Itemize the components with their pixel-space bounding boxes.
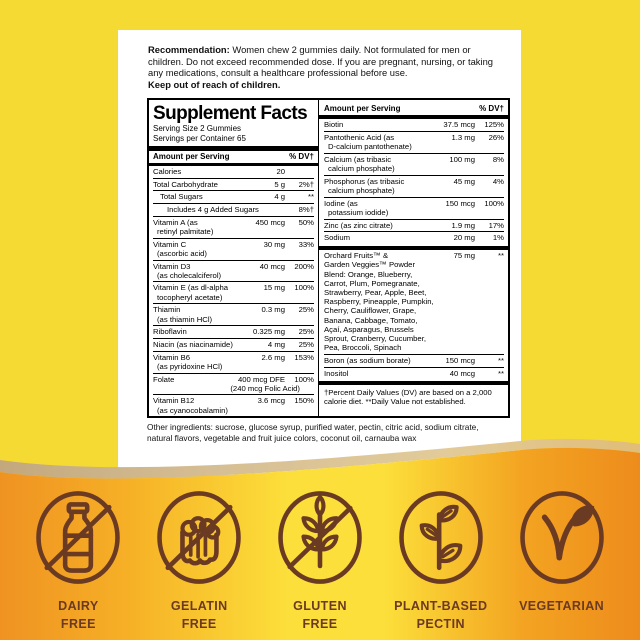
nutrient-row xyxy=(324,153,504,175)
nutrient-row xyxy=(153,178,314,191)
nutrient-name: Includes 4 g Added Sugars xyxy=(167,204,259,214)
nutrient-row xyxy=(324,197,504,219)
nutrient-name-continued: Açaí, Asparagus, Brussels xyxy=(324,324,414,334)
nutrient-name-continued: calcium phosphate) xyxy=(328,186,395,196)
nutrient-name: Inositol xyxy=(324,368,349,378)
nutrient-name: Folate xyxy=(153,374,175,384)
nutrient-name-continued: Garden Veggies™ Powder xyxy=(324,260,416,270)
nutrient-dv: 153% xyxy=(294,352,314,362)
nutrient-name-continued: Carrot, Plum, Pomegranate, xyxy=(324,278,420,288)
nutrient-dv: ** xyxy=(498,368,504,378)
nutrient-rows-left xyxy=(153,166,314,416)
percent-dv-header: % DV† xyxy=(479,103,504,113)
nutrient-row xyxy=(153,325,314,338)
nutrient-amount: 100 mg xyxy=(449,154,475,164)
nutrient-name: Niacin (as niacinamide) xyxy=(153,339,233,349)
nutrient-amount: 5 g xyxy=(274,179,285,189)
nutrient-row xyxy=(324,219,504,232)
nutrient-dv: ** xyxy=(498,355,504,365)
badge-label: PLANT-BASED PECTIN xyxy=(394,599,488,631)
nutrient-name-continued: Blend: Orange, Blueberry, xyxy=(324,269,413,279)
amount-per-serving-header: Amount per Serving xyxy=(153,152,230,162)
nutrient-name: Boron (as sodium borate) xyxy=(324,355,411,365)
nutrient-name: Vitamin A (as xyxy=(153,217,198,227)
nutrient-name-continued: Cherry, Cauliflower, Grape, xyxy=(324,306,417,316)
badge-label: DAIRY FREE xyxy=(58,599,99,631)
nutrient-amount: 4 mg xyxy=(267,339,285,349)
nutrient-amount: 4 g xyxy=(274,192,285,202)
nutrient-name: Total Carbohydrate xyxy=(153,179,218,189)
nutrient-row xyxy=(153,373,314,395)
nutrient-dv: 8% xyxy=(492,154,504,164)
badge-dairy-free xyxy=(18,487,139,633)
nutrient-amount: 150 mcg xyxy=(445,355,475,365)
nutrient-row xyxy=(324,131,504,153)
no-dairy-milk-bottle-icon xyxy=(32,487,124,588)
column-header xyxy=(324,102,504,115)
daily-value-footnote: †Percent Daily Values (DV) are based on a 2,000 calorie diet. **Daily Value not established. xyxy=(324,387,492,407)
badge-label: VEGETARIAN xyxy=(519,599,605,613)
nutrient-amount: 45 mg xyxy=(453,176,475,186)
nutrient-dv: ** xyxy=(308,192,314,202)
badge-gluten-free xyxy=(260,487,381,633)
nutrient-dv: 25% xyxy=(298,327,314,337)
no-gelatin-mold-icon xyxy=(153,487,245,588)
nutrient-row xyxy=(153,166,314,178)
other-ingredients-text: Other ingredients: sucrose, glucose syrup, purified water, pectin, citric acid, sodium citrate, natural flavors, vegetable and fruit juice colors, coconut oil, carnauba wax xyxy=(147,422,479,443)
nutrient-amount: 40 mcg xyxy=(259,261,285,271)
supplement-facts-right-column xyxy=(319,100,508,416)
nutrient-name: Vitamin E (as dl-alpha xyxy=(153,283,229,293)
badge-label: GLUTEN FREE xyxy=(293,599,347,631)
nutrient-amount: 37.5 mcg xyxy=(443,120,475,130)
nutrient-amount: 0.325 mg xyxy=(252,327,285,337)
nutrient-name-continued: calcium phosphate) xyxy=(328,164,395,174)
nutrient-name-continued: Raspberry, Pineapple, Pumpkin, xyxy=(324,297,434,307)
supplement-facts-left-column xyxy=(149,100,319,416)
nutrient-dv: 1% xyxy=(492,233,504,243)
nutrient-name: Total Sugars xyxy=(160,192,203,202)
nutrient-amount: 40 mcg xyxy=(449,368,475,378)
nutrient-dv: 2%† xyxy=(298,179,314,189)
supplement-facts-title: Supplement Facts xyxy=(153,103,308,125)
supplement-facts-table xyxy=(147,98,510,418)
nutrient-amount: 150 mcg xyxy=(445,198,475,208)
badge-vegetarian xyxy=(501,487,622,633)
nutrient-amount: 15 mg xyxy=(263,283,285,293)
nutrient-amount: 0.3 mg xyxy=(261,305,285,315)
nutrient-amount: 400 mcg DFE xyxy=(238,374,285,384)
badge-label: GELATIN FREE xyxy=(170,599,228,631)
nutrient-name: Thiamin xyxy=(153,305,181,315)
nutrient-name-continued: retinyl palmitate) xyxy=(157,226,214,236)
nutrient-name: Calcium (as tribasic xyxy=(324,154,392,164)
nutrient-name-continued: potassium iodide) xyxy=(328,208,389,217)
nutrient-row xyxy=(153,394,314,416)
nutrient-name-continued: D-calcium pantothenate) xyxy=(328,142,412,152)
nutrient-amount: 30 mg xyxy=(263,239,285,249)
nutrient-dv: 125% xyxy=(484,120,504,130)
no-wheat-icon xyxy=(274,487,366,588)
recommendation-lead: Recommendation: xyxy=(148,44,230,55)
nutrient-name-continued: (as cyanocobalamin) xyxy=(157,405,228,415)
column-header xyxy=(153,151,314,164)
nutrient-amount: 20 mg xyxy=(453,233,475,243)
nutrient-name: Vitamin B12 xyxy=(153,396,195,406)
nutrient-dv: 200% xyxy=(294,261,314,271)
nutrient-amount: 75 mg xyxy=(453,251,475,261)
badge-gelatin-free xyxy=(139,487,260,633)
nutrient-name: Iodine (as xyxy=(324,198,358,208)
nutrient-row xyxy=(324,367,504,380)
servings-per-container: Servings per Container 65 xyxy=(153,134,246,144)
nutrient-name-continued: (as thiamin HCl) xyxy=(157,314,213,324)
nutrient-row xyxy=(153,203,314,216)
nutrient-row xyxy=(324,175,504,197)
nutrient-dv: 25% xyxy=(298,339,314,349)
nutrient-name: Vitamin D3 xyxy=(153,261,191,271)
nutrient-name: Sodium xyxy=(324,233,351,243)
nutrient-name-continued: (ascorbic acid) xyxy=(157,248,207,258)
product-label-panel xyxy=(118,30,521,475)
nutrient-dv: 33% xyxy=(298,239,314,249)
nutrient-name-continued: tocopheryl acetate) xyxy=(157,292,223,302)
nutrient-name: Pantothenic Acid (as xyxy=(324,133,395,143)
free-from-badges-row xyxy=(0,487,640,633)
nutrient-name-continued: Banana, Cabbage, Tomato, xyxy=(324,315,418,325)
nutrient-amount: 1.9 mg xyxy=(451,220,475,230)
nutrient-row xyxy=(324,231,504,244)
nutrient-name: Biotin xyxy=(324,120,344,130)
nutrient-row xyxy=(153,216,314,238)
nutrient-row xyxy=(153,351,314,373)
nutrient-name-continued: Strawberry, Pear, Apple, Beet, xyxy=(324,287,427,297)
serving-size: Serving Size 2 Gummies xyxy=(153,124,242,134)
nutrient-name: Vitamin C xyxy=(153,239,187,249)
nutrient-dv: 100% xyxy=(484,198,504,208)
nutrient-name: Calories xyxy=(153,166,182,176)
amount-per-serving-header: Amount per Serving xyxy=(324,103,401,113)
recommendation-body: Women chew 2 gummies daily. Not formulated for men or children. Do not exceed recommended dose. If you are pregnant, nursing, or taking any medications, consult a healthcare professional before use. xyxy=(148,44,493,79)
nutrient-name: Vitamin B6 xyxy=(153,352,191,362)
nutrient-dv: 150% xyxy=(294,396,314,406)
nutrient-row xyxy=(153,338,314,351)
nutrient-name-continued: (as pyridoxine HCl) xyxy=(157,361,223,371)
keep-out-of-reach-warning: Keep out of reach of children. xyxy=(148,78,281,90)
nutrient-amount: 1.3 mg xyxy=(451,133,475,143)
vegetarian-v-leaf-icon xyxy=(516,487,608,588)
badge-plant-based-pectin xyxy=(380,487,501,633)
nutrient-name: Zinc (as zinc citrate) xyxy=(324,220,393,230)
nutrient-name-continued: Sprout, Cranberry, Cucumber, xyxy=(324,333,426,343)
nutrient-name: Riboflavin xyxy=(153,327,187,337)
nutrient-name: Phosphorus (as tribasic xyxy=(324,176,405,186)
nutrient-row xyxy=(153,281,314,303)
nutrient-amount: 450 mcg xyxy=(255,217,285,227)
nutrient-amount: 2.6 mg xyxy=(261,352,285,362)
nutrient-name-continued: Pea, Broccoli, Spinach xyxy=(324,343,402,353)
nutrient-amount: 3.6 mcg xyxy=(257,396,285,406)
nutrient-amount-sub: (240 mcg Folic Acid) xyxy=(230,383,300,393)
nutrient-dv: 4% xyxy=(492,176,504,186)
nutrient-dv: 50% xyxy=(298,217,314,227)
nutrient-name-continued: (as cholecalciferol) xyxy=(157,270,222,280)
nutrient-row xyxy=(153,303,314,325)
nutrient-row xyxy=(324,119,504,131)
nutrient-amount: 20 xyxy=(276,166,285,176)
nutrient-row xyxy=(153,190,314,203)
nutrient-dv: 100% xyxy=(294,283,314,293)
nutrient-row xyxy=(153,260,314,282)
nutrient-row xyxy=(153,238,314,260)
nutrient-row xyxy=(324,250,504,354)
nutrient-dv: 25% xyxy=(298,305,314,315)
nutrient-name: Orchard Fruits™ & xyxy=(324,251,389,261)
plant-sprout-icon xyxy=(395,487,487,588)
nutrient-dv: 8%† xyxy=(298,204,314,214)
nutrient-row xyxy=(324,354,504,367)
nutrient-dv: ** xyxy=(498,251,504,261)
nutrient-dv: 26% xyxy=(488,133,504,143)
recommendation-text xyxy=(148,44,505,90)
nutrient-dv: 17% xyxy=(488,220,504,230)
percent-dv-header: % DV† xyxy=(289,152,314,162)
nutrient-dv: 100% xyxy=(294,374,314,384)
nutrient-rows-right xyxy=(324,119,504,385)
